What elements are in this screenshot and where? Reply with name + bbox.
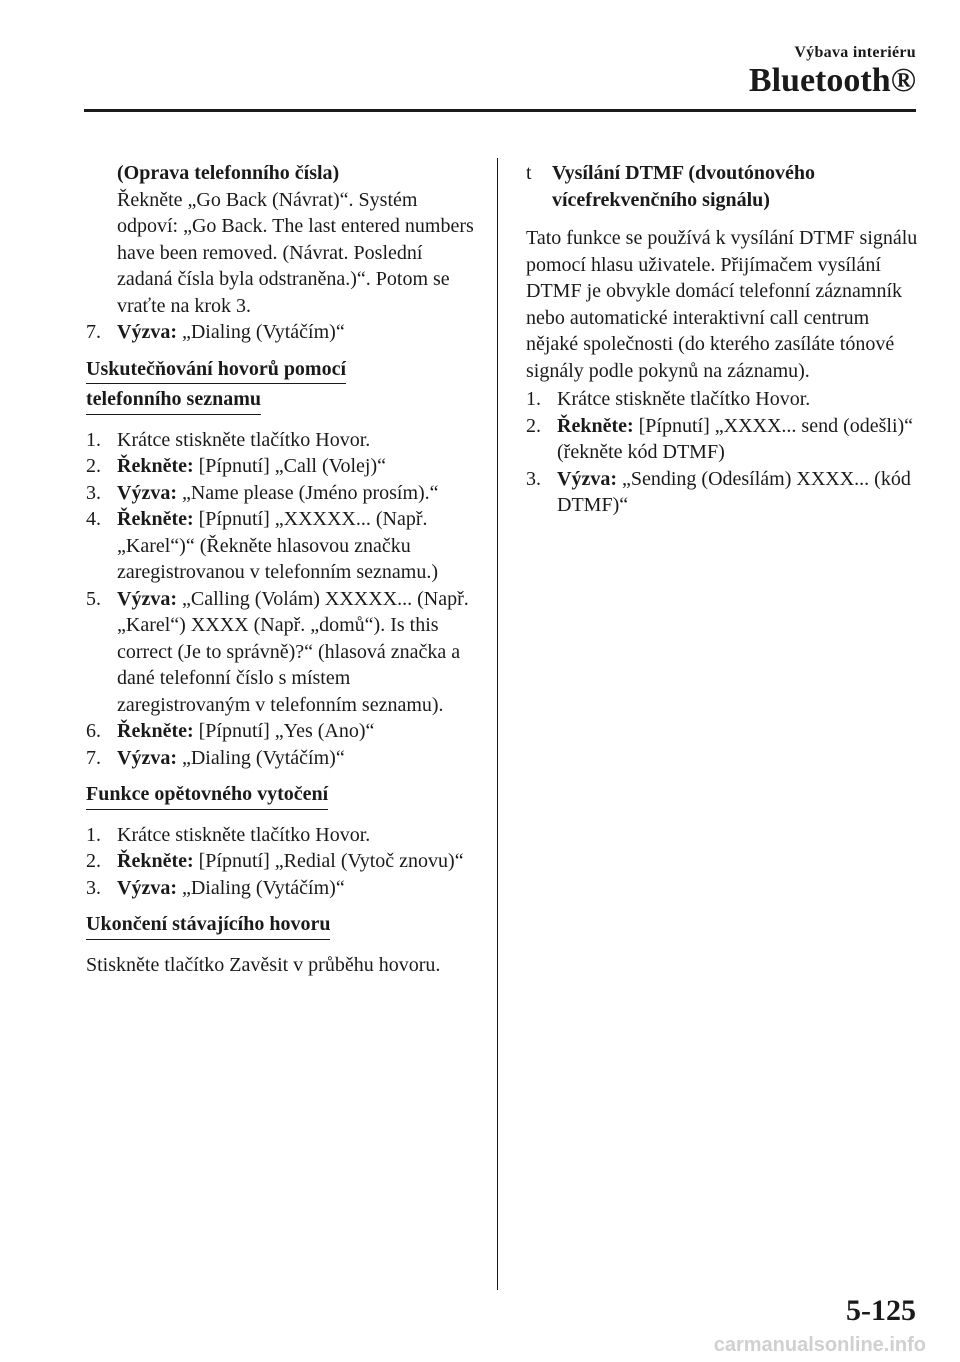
step-number: 3. (86, 876, 101, 899)
header-rule (84, 109, 916, 112)
step-text: „Sending (Odesílám) XXXX... (kód DTMF)“ (557, 467, 911, 516)
step-label: Výzva: (117, 876, 177, 899)
step-text: [Pípnutí] „Yes (Ano)“ (193, 720, 375, 742)
step-item (86, 586, 478, 719)
step-text: [Pípnutí] „XXXXX... (Např. „Karel“)“ (Řekněte hlasovou značku zaregistrovanou v telefonním seznamu.) (117, 508, 438, 583)
redial-steps (86, 822, 478, 902)
step-item (86, 453, 478, 480)
step-number: 1. (86, 428, 101, 451)
step-number: 7. (86, 321, 101, 343)
step-item (86, 848, 478, 875)
left-column (86, 160, 478, 980)
header-title: Bluetooth® (748, 62, 916, 99)
redial-heading-text: Funkce opětovného vytočení (86, 781, 328, 810)
redial-heading (86, 781, 478, 812)
step-item (526, 386, 918, 413)
step-text: „Dialing (Vytáčím)“ (176, 876, 345, 899)
step-label: Výzva: (117, 321, 177, 343)
step-text: „Name please (Jméno prosím).“ (176, 481, 439, 504)
step-item (86, 480, 478, 507)
end-call-text: Stiskněte tlačítko Zavěsit v průběhu hovoru. (86, 953, 441, 976)
step-text: Krátce stiskněte tlačítko Hovor. (557, 388, 811, 410)
step-item (526, 413, 918, 466)
step-number: 2. (86, 850, 101, 872)
step-item (86, 745, 478, 772)
step-number: 2. (86, 455, 101, 477)
step-label: Výzva: (557, 467, 617, 490)
right-column (526, 160, 918, 519)
step-number: 3. (86, 481, 101, 504)
step-item (86, 718, 478, 745)
step-text: Krátce stiskněte tlačítko Hovor. (117, 823, 371, 846)
step-label: Výzva: (117, 746, 177, 769)
step-text: [Pípnutí] „XXXX... send (odešli)“ (řekněte kód DTMF) (557, 414, 914, 463)
bullet-icon: t (526, 162, 532, 184)
phonebook-heading (86, 356, 478, 417)
step-label: Řekněte: (557, 414, 634, 437)
step-text: „Dialing (Vytáčím)“ (176, 321, 345, 343)
step-number: 1. (86, 823, 101, 846)
end-call-heading (86, 911, 478, 942)
dtmf-heading (526, 160, 918, 213)
step-text: [Pípnutí] „Redial (Vytoč znovu)“ (193, 850, 464, 872)
column-divider (497, 158, 498, 1290)
step-label: Výzva: (117, 587, 177, 610)
step-item (86, 875, 478, 902)
step-number: 6. (86, 720, 101, 742)
watermark: carmanualsonline.info (713, 1334, 926, 1356)
phonebook-heading-line1: Uskutečňování hovorů pomocí (86, 356, 346, 385)
continued-heading: (Oprava telefonního čísla) (117, 162, 340, 184)
phonebook-steps (86, 427, 478, 772)
step-item (86, 427, 478, 454)
step-text: „Dialing (Vytáčím)“ (176, 746, 345, 769)
step-number: 4. (86, 508, 101, 530)
step-text: Krátce stiskněte tlačítko Hovor. (117, 428, 371, 451)
step-label: Řekněte: (117, 850, 194, 872)
step-label: Řekněte: (117, 508, 194, 530)
step-item (526, 466, 918, 519)
step-number: 5. (86, 587, 101, 610)
step-number: 3. (526, 467, 541, 490)
step-text: [Pípnutí] „Call (Volej)“ (193, 455, 387, 477)
step-number: 7. (86, 746, 101, 769)
step-label: Řekněte: (117, 720, 194, 742)
dtmf-steps (526, 386, 918, 519)
continued-block (86, 160, 478, 319)
step-number: 2. (526, 414, 541, 437)
dtmf-heading-text: Vysílání DTMF (dvoutónového vícefrekvenčního signálu) (552, 162, 816, 211)
step-item (86, 822, 478, 849)
end-call-heading-text: Ukončení stávajícího hovoru (86, 911, 330, 940)
step-item (86, 506, 478, 586)
step-text: „Calling (Volám) XXXXX... (Např. „Karel“) XXXX (Např. „domů“). Is this correct (Je to správně)?“ (hlasová značka a dané telefonní číslo s místem zaregistrovaným v telefonním seznamu). (117, 587, 469, 716)
continued-text: Řekněte „Go Back (Návrat)“. Systém odpoví: „Go Back. The last entered numbers have been removed. (Návrat. Poslední zadaná čísla byla odstraněna.)“. Potom se vraťte na krok 3. (117, 188, 474, 317)
phonebook-heading-line2: telefonního seznamu (86, 386, 261, 415)
dtmf-intro: Tato funkce se používá k vysílání DTMF signálu pomocí hlasu uživatele. Přijímačem vysílání DTMF je obvykle domácí telefonní záznamník nebo automatické interaktivní call centrum nějaké společnosti (do kterého zasíláte tónové signály podle pokynů na záznamu). (526, 227, 918, 382)
continued-step (86, 319, 478, 346)
step-label: Výzva: (117, 481, 177, 504)
header-section: Výbava interiéru (794, 44, 916, 61)
step-number: 1. (526, 388, 541, 410)
step-label: Řekněte: (117, 455, 194, 477)
page-number: 5-125 (846, 1294, 916, 1327)
